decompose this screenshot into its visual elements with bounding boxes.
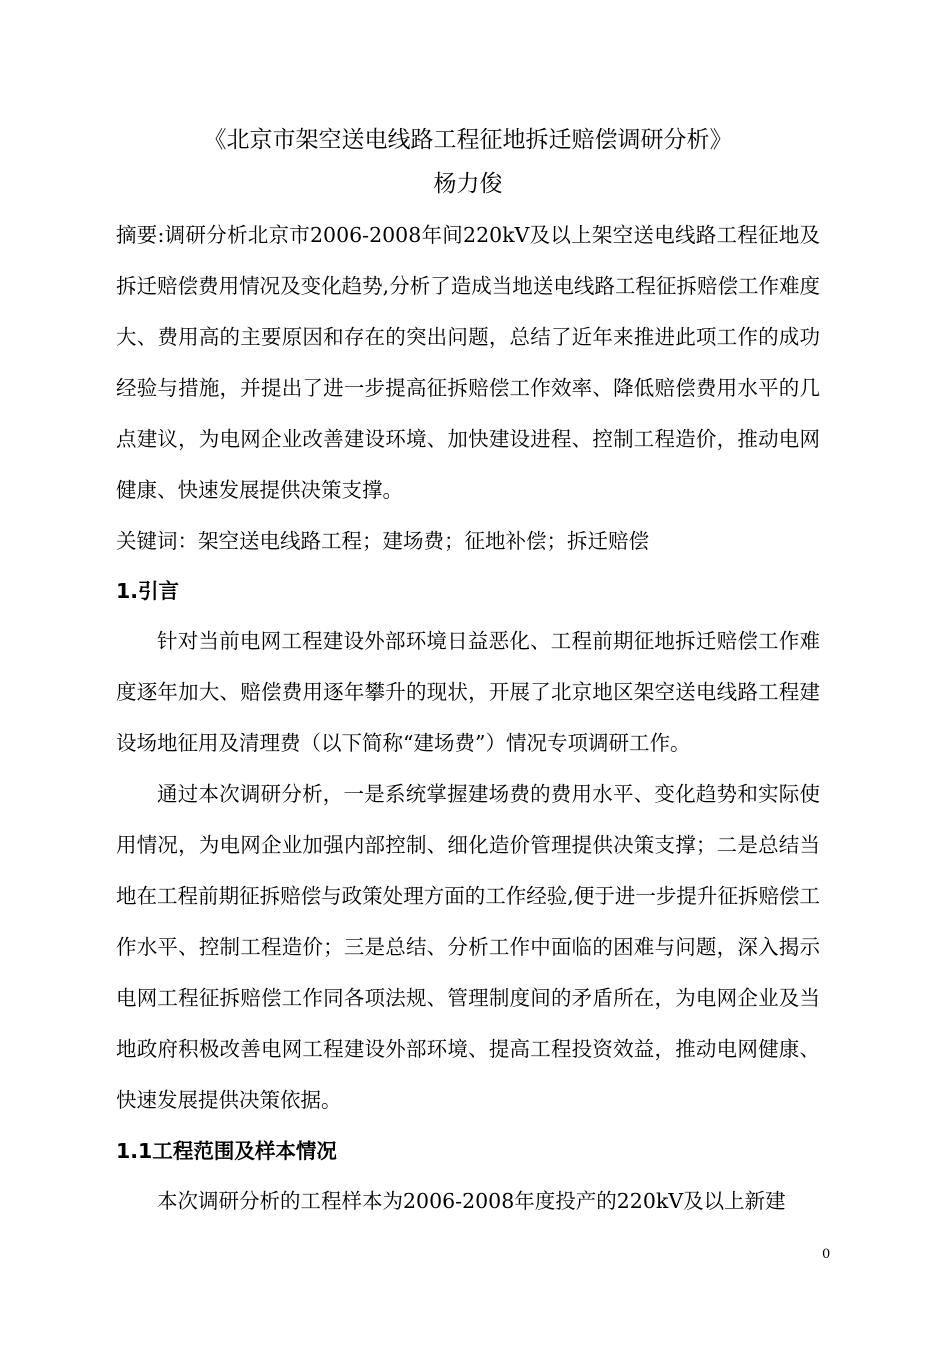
- document-author: 杨力俊: [433, 171, 503, 197]
- section-heading: 1.1工程范围及样本情况: [116, 1139, 337, 1163]
- section-introduction: [116, 566, 820, 1126]
- section-project-scope: [116, 1126, 820, 1227]
- document-body: [116, 118, 820, 1227]
- page-number: 0: [822, 1247, 831, 1262]
- body-paragraph: 本次调研分析的工程样本为2006-2008年度投产的220kV及以上新建: [157, 1189, 786, 1213]
- abstract-paragraph: 摘要:调研分析北京市2006-2008年间220kV及以上架空送电线路工程征地及拆迁赔偿费用情况及变化趋势,分析了造成当地送电线路工程征拆赔偿工作难度大、费用高的主要原因和存在的突出问题，总结了近年来推进此项工作的成功经验与措施，并提出了进一步提高征拆赔偿工作效率、降低赔偿费用水平的几点建议，为电网企业改善建设环境、加快建设进程、控制工程造价，推动电网健康、快速发展提供决策支撑。: [116, 223, 820, 502]
- body-paragraph: 针对当前电网工程建设外部环境日益恶化、工程前期征地拆迁赔偿工作难度逐年加大、赔偿费用逐年攀升的现状，开展了北京地区架空送电线路工程建设场地征用及清理费（以下简称“建场费”）情况专项调研工作。: [116, 629, 820, 755]
- body-paragraph: 通过本次调研分析，一是系统掌握建场费的费用水平、变化趋势和实际使用情况，为电网企业加强内部控制、细化造价管理提供决策支撑；二是总结当地在工程前期征拆赔偿与政策处理方面的工作经验,便于进一步提升征拆赔偿工作水平、控制工程造价；三是总结、分析工作中面临的困难与问题，深入揭示电网工程征拆赔偿工作同各项法规、管理制度间的矛盾所在，为电网企业及当地政府积极改善电网工程建设外部环境、提高工程投资效益，推动电网健康、快速发展提供决策依据。: [116, 782, 820, 1112]
- document-title: 《北京市架空送电线路工程征地拆迁赔偿调研分析》: [203, 127, 733, 153]
- section-heading: 1.引言: [116, 579, 180, 603]
- keywords-line: 关键词：架空送电线路工程；建场费；征地补偿；拆迁赔偿: [116, 529, 649, 553]
